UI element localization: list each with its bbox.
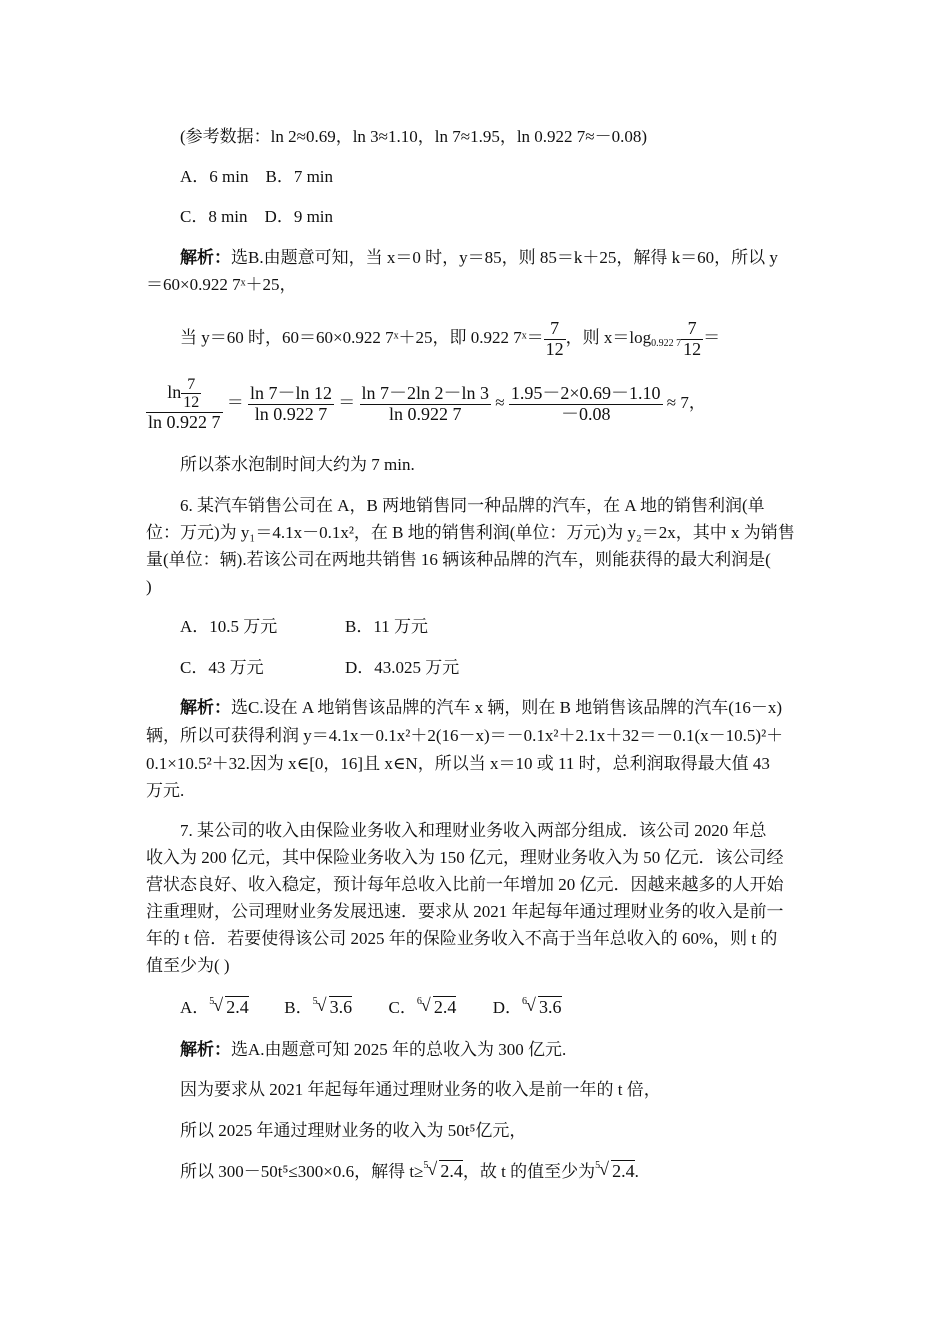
q6-analysis-text-1: 选C.设在 A 地销售该品牌的汽车 x 辆，则在 B 地销售该品牌的汽车(16－x) [231, 698, 783, 717]
q5-option-a: A．6 min [180, 167, 249, 186]
q6-analysis-line-1 [180, 694, 840, 721]
q6-options-row-1 [180, 613, 840, 640]
q5-option-b: B．7 min [265, 167, 334, 186]
analysis-label: 解析： [180, 1040, 231, 1059]
q5-option-d: D．9 min [264, 207, 334, 226]
q6-analysis-line-4: 万元. [146, 781, 185, 800]
q5-line3-mid: ，则 x＝log [565, 328, 652, 347]
q5-analysis-line-3 [180, 318, 840, 359]
q7-analysis-line-2: 因为要求从 2021 年起每年通过理财业务的收入是前一年的 t 倍， [180, 1080, 661, 1099]
q7-option-b: B． 5 √ 3.6 [284, 995, 353, 1017]
q7-analysis-line-3: 所以 2025 年通过理财业务的收入为 50t⁵亿元， [180, 1121, 527, 1140]
q7-option-d: D． 6 √ 3.6 [492, 995, 562, 1017]
q7-analysis-line-4: 所以 300－50t⁵≤300×0.6，解得 t≥ 5 √ 2.4，故 t 的值至少为 5 √ 2.4. [180, 1158, 840, 1185]
q5-analysis-line-2: ＝60×0.922 7ˣ＋25， [146, 275, 297, 294]
q5-analysis-text-1: 选B.由题意可知，当 x＝0 时，y＝85，则 85＝k＋25，解得 k＝60，所以 y [231, 248, 778, 267]
reference-data: (参考数据：ln 2≈0.69，ln 3≈1.10，ln 7≈1.95，ln 0.922 7≈－0.08) [180, 127, 648, 146]
q7-option-a: A． 5 √ 2.4 [180, 995, 249, 1017]
q7-options-row [180, 994, 840, 1021]
q7-stem-4: 注重理财，公司理财业务发展迅速．要求从 2021 年起每年通过理财业务的收入是前一 [146, 902, 784, 921]
equals-sign: ＝ [226, 393, 244, 412]
fraction-7-12-log: $\frac{7}{12}$ [683, 317, 702, 359]
q5-line3-pre: 当 y＝60 时，60＝60×0.922 7ˣ＋25，即 0.922 7ˣ＝ [180, 328, 544, 347]
q7-stem-6: 值至少为( ) [146, 956, 230, 975]
analysis-label: 解析： [180, 698, 231, 717]
q7-stem-3: 营状态良好、收入稳定，预计每年总收入比前一年增加 20 亿元．因越来越多的人开始 [146, 875, 784, 894]
equals-sign: ＝ [338, 393, 356, 412]
q6-analysis-line-2: 辆，所以可获得利润 y＝4.1x－0.1x²＋2(16－x)＝－0.1x²＋2.1x＋32＝－0.1(x－10.5)²＋ [146, 726, 784, 745]
q5-analysis-line-1 [180, 244, 840, 271]
q7-option-c: C． 6 √ 2.4 [388, 995, 457, 1017]
q7-stem-2: 收入为 200 亿元，其中保险业务收入为 150 亿元，理财业务收入为 50 亿元．该公司经 [146, 848, 784, 867]
eq-frac-2: $\frac{\ln 7-\ln 12}{\ln 0.922 7}$ [250, 382, 333, 424]
q5-line3-end: ＝ [703, 328, 721, 347]
q6-option-a: A．10.5 万元 [180, 617, 278, 636]
eq-frac-4: $\frac{1.95-2\times 0.69-1.10}{-0.08}$ [510, 382, 661, 424]
log-base: 0.922 7 [651, 338, 682, 349]
q7-stem-5: 年的 t 倍．若要使得该公司 2025 年的保险业务收入不高于当年总收入的 60%，则 t 的 [146, 929, 778, 948]
q5-equation-chain [146, 368, 806, 438]
q5-options-row-1 [180, 163, 840, 190]
q6-stem-4: ) [146, 577, 152, 596]
root-answer: 5 √ 2.4 [423, 1159, 463, 1181]
q6-option-b: B．11 万元 [345, 617, 428, 636]
q7-stem-1: 7. 某公司的收入由保险业务收入和理财业务收入两部分组成．该公司 2020 年总 [180, 821, 767, 840]
eq-frac-3: $\frac{\ln 7-2\ln 2-\ln 3}{\ln 0.922 7}$ [361, 382, 490, 424]
q6-option-d: D．43.025 万元 [345, 658, 460, 677]
q5-options-row-2 [180, 203, 840, 230]
q6-options-row-2 [180, 654, 840, 681]
q7-analysis-line-1 [180, 1036, 840, 1063]
approx-sign: ≈ [495, 393, 505, 412]
q5-option-c: C．8 min [180, 207, 248, 226]
q5-conclusion: 所以茶水泡制时间大约为 7 min. [180, 455, 415, 474]
q6-analysis-line-3: 0.1×10.5²＋32.因为 x∈[0，16]且 x∈N，所以当 x＝10 或 11 时，总利润取得最大值 43 [146, 754, 770, 773]
analysis-label: 解析： [180, 248, 231, 267]
q7-analysis-text-1: 选A.由题意可知 2025 年的总收入为 300 亿元. [231, 1040, 567, 1059]
root-answer-final: 5 √ 2.4 [595, 1159, 635, 1181]
q6-stem-2: 位：万元)为 y₁＝4.1x－0.1x²，在 B 地的销售利润(单位：万元)为 y₂＝2x，其中 x 为销售 [146, 523, 795, 542]
q6-stem-3: 量(单位：辆).若该公司在两地共销售 16 辆该种品牌的汽车，则能获得的最大利润是( [146, 550, 771, 569]
fraction-7-12: $\frac{7}{12}$ [545, 317, 564, 359]
approx-result: ≈ 7， [666, 393, 706, 412]
q6-option-c: C．43 万元 [180, 658, 264, 677]
q6-stem-1: 6. 某汽车销售公司在 A，B 两地销售同一种品牌的汽车，在 A 地的销售利润(单 [180, 496, 765, 515]
eq-frac-1: ln $\frac{7}{12}$ ln 0.922 7 [148, 375, 221, 432]
